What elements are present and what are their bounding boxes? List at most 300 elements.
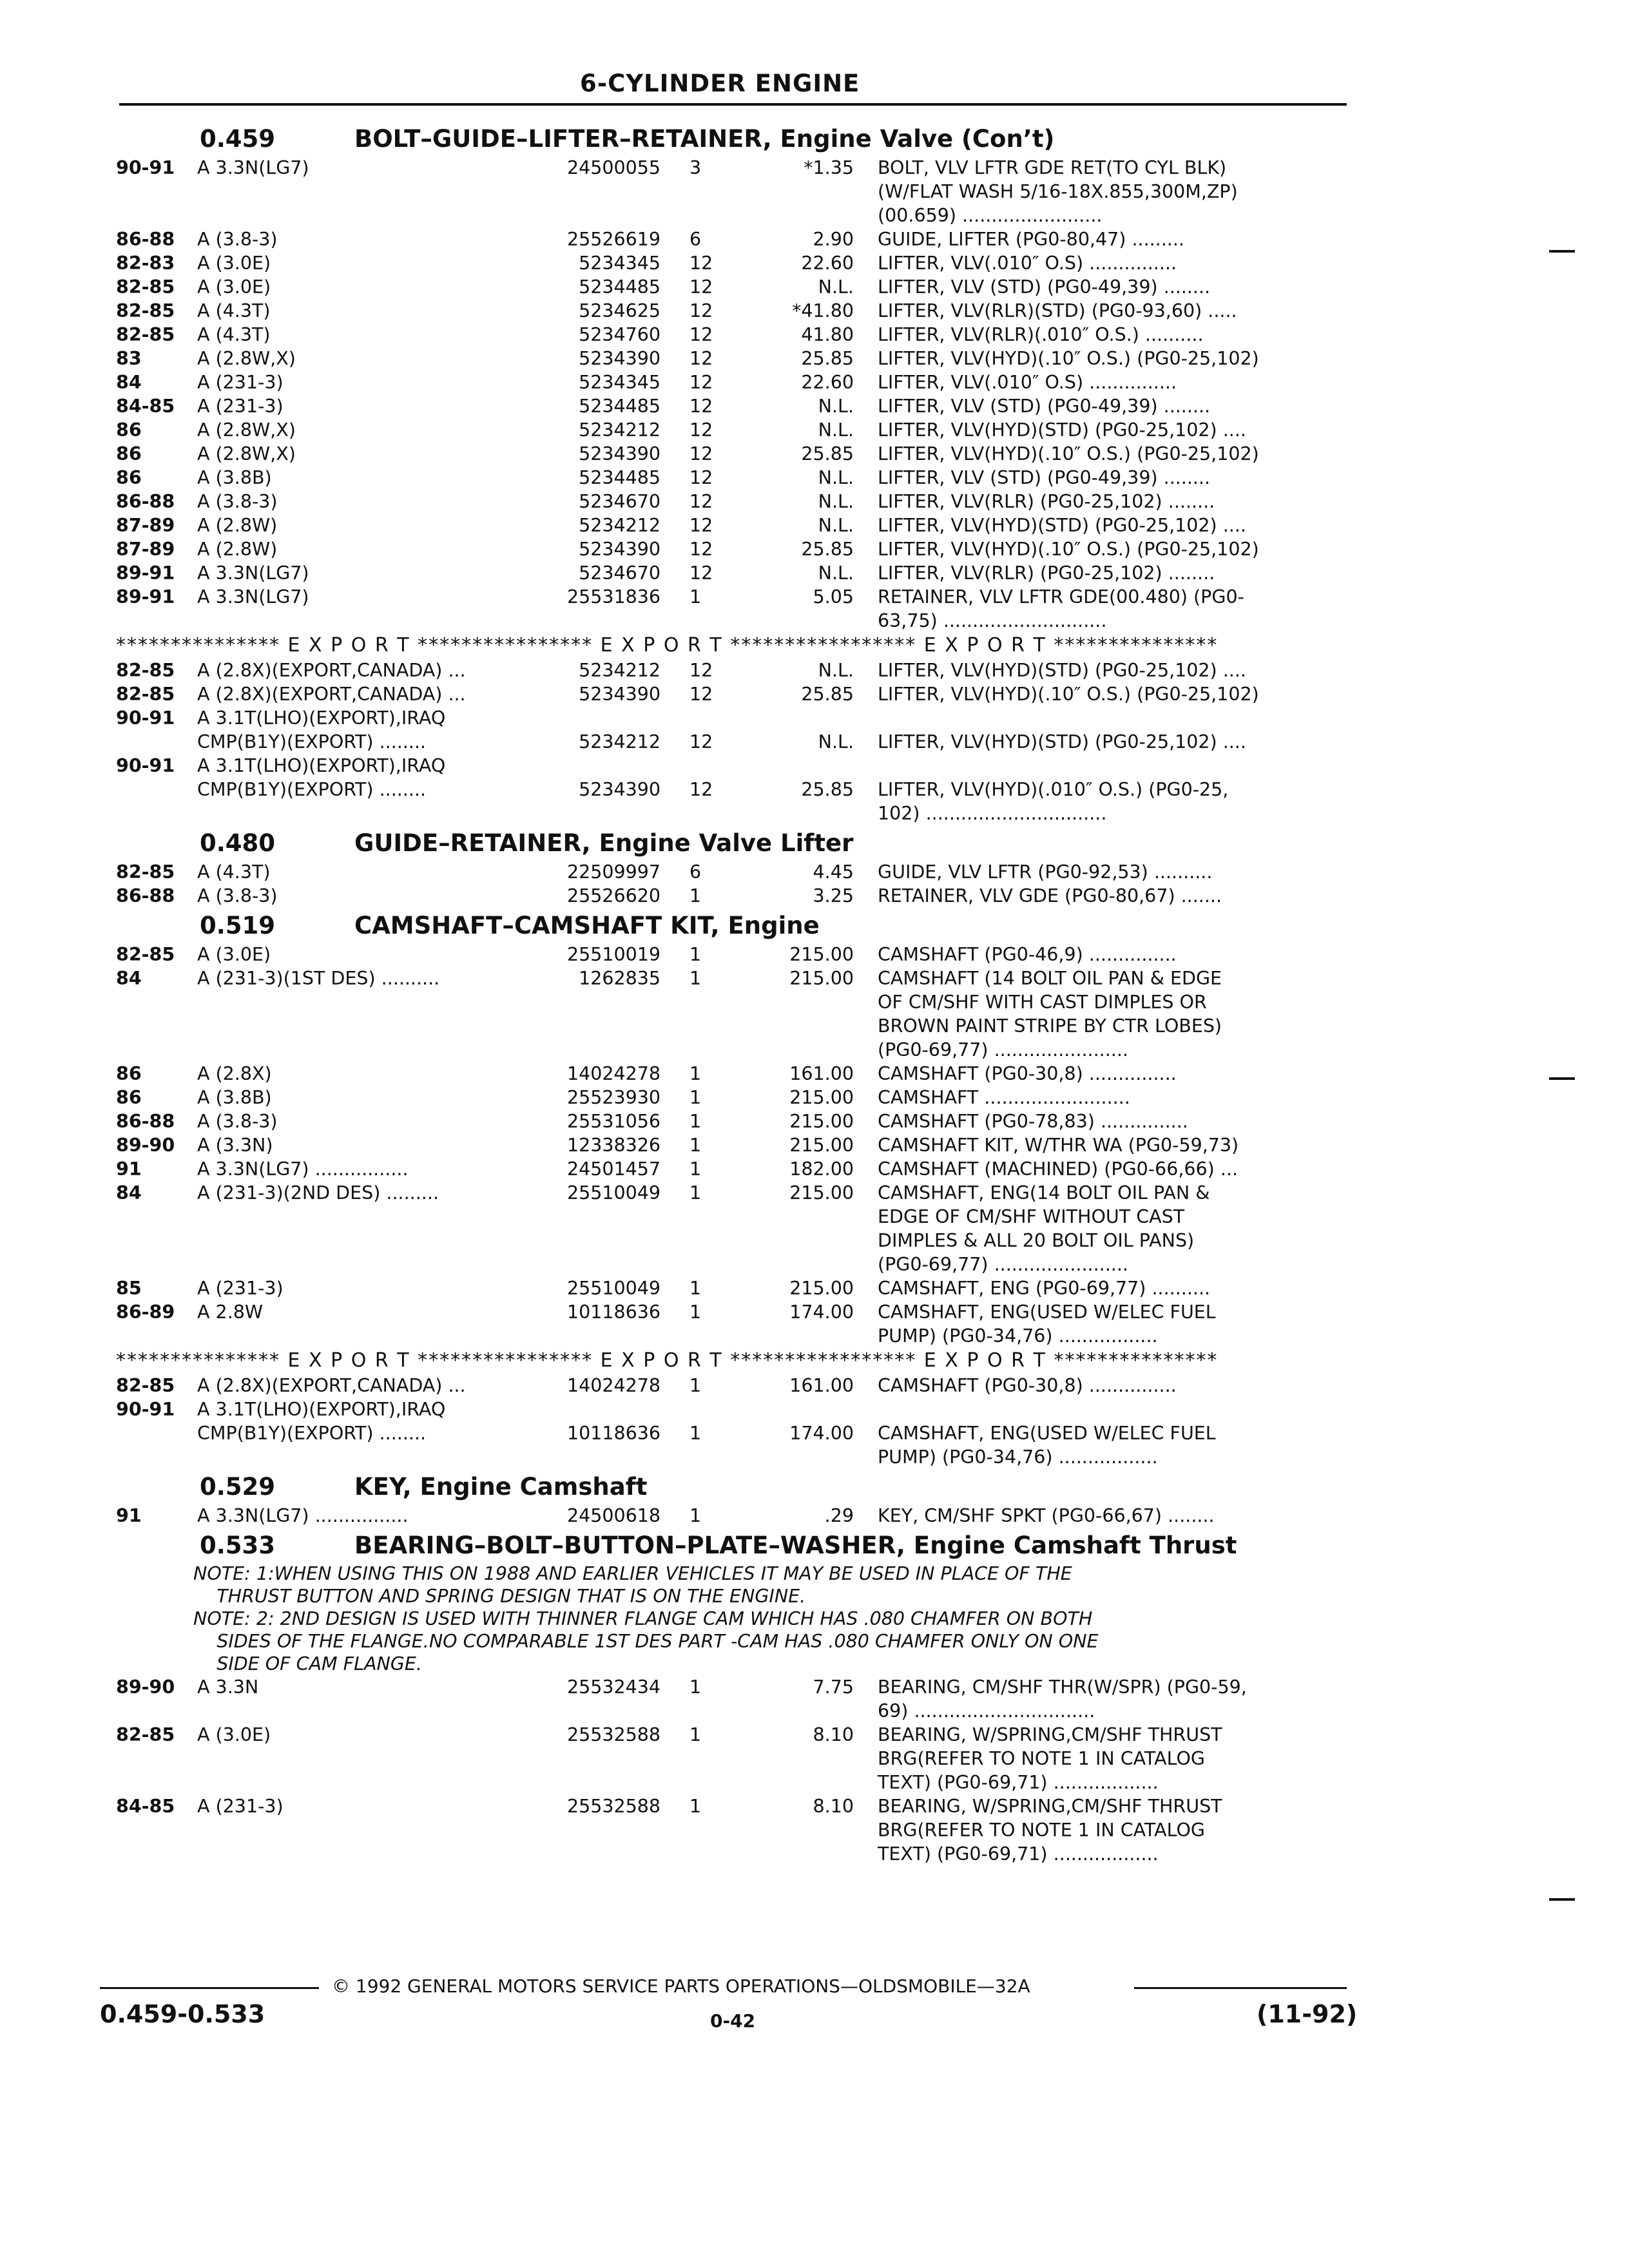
part-number: 24500055 [566,157,660,178]
part-number: 24500618 [566,1505,660,1526]
quantity: 1 [689,885,702,907]
model-years: 82-85 [116,276,175,298]
part-number: 5234390 [579,443,660,465]
description: LIFTER, VLV(RLR)(.010″ O.S.) .......... [878,324,1204,345]
description: LIFTER, VLV(HYD)(STD) (PG0-25,102) .... [878,419,1246,441]
quantity: 12 [689,684,713,705]
model-years: 91 [116,1158,142,1180]
export-divider: *************** E X P O R T **************** E X P O R T ***************** E X P O R T *************** [116,634,1219,657]
part-row [116,730,1360,754]
model-years: 87-89 [116,539,175,560]
price: 25.85 [801,539,854,560]
application: A (4.3T) [197,324,271,345]
part-row [116,299,1360,323]
application: A (3.8-3) [197,229,278,250]
application: A (231-3) [197,396,284,417]
price: .29 [824,1505,854,1526]
section-heading [116,1469,1360,1504]
description: LIFTER, VLV(HYD)(STD) (PG0-25,102) .... [878,731,1246,753]
model-years: 86-88 [116,491,175,512]
part-row [116,682,1360,706]
description: LIFTER, VLV(HYD)(.10″ O.S.) (PG0-25,102) [878,684,1259,705]
model-years: 84-85 [116,1796,175,1817]
description: LIFTER, VLV(HYD)(.010″ O.S.) (PG0-25, [878,779,1229,800]
model-years: 89-91 [116,562,175,584]
part-row [116,1276,1360,1300]
model-years: 84 [116,372,142,393]
model-years: 89-91 [116,586,175,608]
description: (PG0-69,77) ....................... [878,1254,1128,1275]
model-years: 86-88 [116,885,175,907]
description: LIFTER, VLV (STD) (PG0-49,39) ........ [878,396,1211,417]
footer-copyright: © 1992 GENERAL MOTORS SERVICE PARTS OPERATIONS—OLDSMOBILE—32A [332,1975,1030,1997]
part-row [116,1445,1360,1469]
description: BEARING, W/SPRING,CM/SHF THRUST [878,1724,1222,1745]
part-row [116,251,1360,275]
section-heading [116,1528,1360,1562]
application: A (3.0E) [197,1724,271,1745]
quantity: 1 [689,1302,702,1323]
description: (00.659) ........................ [878,205,1103,226]
application: A (3.8-3) [197,885,278,907]
part-number: 22509997 [566,861,660,883]
quantity: 12 [689,731,713,753]
part-row [116,1818,1360,1842]
description: CAMSHAFT ......................... [878,1087,1130,1108]
catalog-note: THRUST BUTTON AND SPRING DESIGN THAT IS ON THE ENGINE. [193,1586,806,1607]
application: A 3.3N(LG7) ................ [197,1158,409,1180]
footer-item-range: 0.459-0.533 [100,2000,265,2028]
part-row [116,204,1360,227]
application: A (2.8X)(EXPORT,CANADA) ... [197,684,466,705]
part-number: 25532588 [566,1724,660,1745]
quantity: 12 [689,253,713,274]
price: *1.35 [804,157,854,178]
model-years: 90-91 [116,707,175,729]
part-row [116,1253,1360,1276]
application: A (3.3N) [197,1135,273,1156]
section-number: 0.519 [200,912,276,939]
part-number: 5234625 [579,300,660,322]
description: LIFTER, VLV(HYD)(.10″ O.S.) (PG0-25,102) [878,348,1259,369]
quantity: 12 [689,562,713,584]
description: CAMSHAFT, ENG(USED W/ELEC FUEL [878,1423,1216,1444]
quantity: 1 [689,1677,702,1698]
part-number: 25526619 [566,229,660,250]
description: 102) ............................... [878,803,1107,824]
description: CAMSHAFT (14 BOLT OIL PAN & EDGE [878,968,1222,989]
part-number: 5234212 [579,515,660,536]
description: PUMP) (PG0-34,76) ................. [878,1446,1158,1468]
part-row [116,1794,1360,1818]
description: BRG(REFER TO NOTE 1 IN CATALOG [878,1748,1205,1769]
catalog-note: NOTE: 2: 2ND DESIGN IS USED WITH THINNER FLANGE CAM WHICH HAS .080 CHAMFER ON BOTH [193,1608,1093,1629]
price: 174.00 [789,1423,854,1444]
description: RETAINER, VLV LFTR GDE(00.480) (PG0- [878,586,1244,608]
price: 5.05 [813,586,854,608]
application: A 3.1T(LHO)(EXPORT),IRAQ [197,707,446,729]
description: CAMSHAFT (MACHINED) (PG0-66,66) ... [878,1158,1239,1180]
part-number: 5234345 [579,253,660,274]
model-years: 82-85 [116,300,175,322]
application: A (4.3T) [197,861,271,883]
quantity: 12 [689,491,713,512]
application: A 3.1T(LHO)(EXPORT),IRAQ [197,755,446,776]
quantity: 1 [689,1158,702,1180]
footer-date: (11-92) [1257,2000,1358,2028]
part-number: 5234485 [579,467,660,488]
model-years: 82-85 [116,944,175,965]
catalog-note: SIDES OF THE FLANGE.NO COMPARABLE 1ST DES PART -CAM HAS .080 CHAMFER ONLY ON ONE [193,1631,1099,1652]
description: CAMSHAFT (PG0-30,8) ............... [878,1375,1177,1396]
description: CAMSHAFT (PG0-78,83) ............... [878,1111,1188,1132]
price: N.L. [818,491,854,512]
section-heading [116,908,1360,943]
section-title: BOLT–GUIDE–LIFTER–RETAINER, Engine Valve (Con’t) [354,125,1055,153]
application: A (2.8W) [197,515,278,536]
section-heading [116,121,1360,156]
quantity: 1 [689,1111,702,1132]
part-number: 25531056 [566,1111,660,1132]
application: A (3.0E) [197,253,271,274]
part-number: 5234212 [579,731,660,753]
section-number: 0.480 [200,829,276,857]
part-row [116,658,1360,682]
part-number: 10118636 [566,1423,660,1444]
part-row [116,1181,1360,1205]
price: 2.90 [813,229,854,250]
quantity: 1 [689,1278,702,1299]
description: BEARING, W/SPRING,CM/SHF THRUST [878,1796,1222,1817]
description: LIFTER, VLV(HYD)(STD) (PG0-25,102) .... [878,660,1246,681]
export-divider: *************** E X P O R T **************** E X P O R T ***************** E X P O R T *************** [116,1349,1219,1372]
quantity: 1 [689,1505,702,1526]
part-number: 5234485 [579,396,660,417]
description: BROWN PAINT STRIPE BY CTR LOBES) [878,1015,1222,1037]
part-row [116,1110,1360,1133]
description: 63,75) ............................ [878,610,1107,631]
part-row [116,1229,1360,1253]
application: A 3.1T(LHO)(EXPORT),IRAQ [197,1399,446,1420]
description: LIFTER, VLV(.010″ O.S) ............... [878,253,1177,274]
part-row [116,1157,1360,1181]
part-row [116,514,1360,537]
model-years: 90-91 [116,1399,175,1420]
part-number: 5234212 [579,419,660,441]
application: A (3.0E) [197,276,271,298]
quantity: 1 [689,1087,702,1108]
part-row [116,466,1360,490]
quantity: 12 [689,660,713,681]
part-row [116,394,1360,418]
quantity: 12 [689,372,713,393]
description: LIFTER, VLV(HYD)(STD) (PG0-25,102) .... [878,515,1246,536]
part-row [116,990,1360,1014]
description: (W/FLAT WASH 5/16-18X.855,300M,ZP) [878,181,1238,202]
quantity: 12 [689,276,713,298]
part-number: 5234390 [579,779,660,800]
part-number: 5234390 [579,539,660,560]
application: A (3.8-3) [197,491,278,512]
part-row [116,585,1360,609]
model-years: 89-90 [116,1677,175,1698]
catalog-note: SIDE OF CAM FLANGE. [193,1653,422,1675]
part-row [116,1038,1360,1062]
application: CMP(B1Y)(EXPORT) ........ [197,779,427,800]
section-title: KEY, Engine Camshaft [354,1473,648,1501]
description: LIFTER, VLV(.010″ O.S) ............... [878,372,1177,393]
part-row [116,943,1360,966]
part-row [116,1723,1360,1747]
page-title: 6-CYLINDER ENGINE [580,70,860,97]
margin-mark [1549,1898,1575,1901]
part-number: 5234390 [579,684,660,705]
model-years: 86-88 [116,1111,175,1132]
part-row [116,1398,1360,1421]
model-years: 87-89 [116,515,175,536]
price: 22.60 [801,253,854,274]
part-number: 5234760 [579,324,660,345]
footer-rule-right [1134,1987,1347,1989]
part-row [116,1675,1360,1699]
application: CMP(B1Y)(EXPORT) ........ [197,1423,427,1444]
application: A (3.8B) [197,1087,272,1108]
application: A (2.8W,X) [197,419,296,441]
model-years: 85 [116,1278,142,1299]
part-row [116,778,1360,802]
part-number: 1262835 [579,968,660,989]
part-row [116,1771,1360,1794]
description: GUIDE, VLV LFTR (PG0-92,53) .......... [878,861,1213,883]
quantity: 1 [689,1182,702,1204]
price: N.L. [818,276,854,298]
description: TEXT) (PG0-69,71) .................. [878,1843,1159,1865]
price: 215.00 [789,1111,854,1132]
description: EDGE OF CM/SHF WITHOUT CAST [878,1206,1185,1227]
part-row [116,156,1360,180]
description: 69) ............................... [878,1700,1095,1722]
description: LIFTER, VLV (STD) (PG0-49,39) ........ [878,276,1211,298]
model-years: 82-85 [116,1724,175,1745]
model-years: 84 [116,1182,142,1204]
part-row [116,490,1360,514]
section-number: 0.529 [200,1473,276,1501]
price: *41.80 [792,300,854,322]
model-years: 82-85 [116,861,175,883]
part-row [116,347,1360,370]
price: N.L. [818,396,854,417]
quantity: 1 [689,1796,702,1817]
part-row [116,1747,1360,1771]
part-row [116,561,1360,585]
application: A (231-3)(1ST DES) .......... [197,968,440,989]
application: A (2.8W,X) [197,348,296,369]
description: CAMSHAFT KIT, W/THR WA (PG0-59,73) [878,1135,1239,1156]
application: A 3.3N(LG7) [197,562,309,584]
price: 25.85 [801,779,854,800]
part-number: 25510019 [566,944,660,965]
part-row [116,754,1360,778]
model-years: 89-90 [116,1135,175,1156]
application: A (2.8X)(EXPORT,CANADA) ... [197,1375,466,1396]
price: 174.00 [789,1302,854,1323]
part-row [116,323,1360,347]
part-row [116,370,1360,394]
quantity: 1 [689,1724,702,1745]
description: KEY, CM/SHF SPKT (PG0-66,67) ........ [878,1505,1215,1526]
section-title: CAMSHAFT–CAMSHAFT KIT, Engine [354,912,820,939]
part-row [116,1324,1360,1348]
model-years: 86-89 [116,1302,175,1323]
part-row [116,1421,1360,1445]
part-number: 24501457 [566,1158,660,1180]
application: A (3.0E) [197,944,271,965]
model-years: 84-85 [116,396,175,417]
part-number: 5234670 [579,491,660,512]
part-row [116,966,1360,990]
section-heading [116,825,1360,860]
section-number: 0.459 [200,125,276,153]
model-years: 86 [116,1087,142,1108]
quantity: 1 [689,1423,702,1444]
quantity: 12 [689,539,713,560]
price: 161.00 [789,1063,854,1084]
quantity: 12 [689,515,713,536]
part-row [116,860,1360,884]
quantity: 12 [689,324,713,345]
part-row [116,418,1360,442]
price: 25.85 [801,348,854,369]
model-years: 82-85 [116,324,175,345]
part-number: 25531836 [566,586,660,608]
quantity: 12 [689,779,713,800]
part-row [116,1133,1360,1157]
description: CAMSHAFT (PG0-46,9) ............... [878,944,1177,965]
model-years: 86 [116,419,142,441]
application: A 3.3N(LG7) [197,586,309,608]
part-row [116,1014,1360,1038]
header-rule [119,103,1347,106]
model-years: 90-91 [116,157,175,178]
quantity: 6 [689,861,702,883]
part-number: 5234345 [579,372,660,393]
model-years: 90-91 [116,755,175,776]
footer-rule-left [100,1987,319,1989]
application: A (2.8W) [197,539,278,560]
price: N.L. [818,515,854,536]
application: A (231-3) [197,1796,284,1817]
price: 22.60 [801,372,854,393]
part-row [116,1062,1360,1086]
section-number: 0.533 [200,1532,276,1559]
section-title: GUIDE–RETAINER, Engine Valve Lifter [354,829,854,857]
model-years: 86-88 [116,229,175,250]
price: N.L. [818,467,854,488]
part-row [116,275,1360,299]
part-number: 5234485 [579,276,660,298]
price: 4.45 [813,861,854,883]
model-years: 82-85 [116,1375,175,1396]
price: 7.75 [813,1677,854,1698]
application: A (2.8X) [197,1063,272,1084]
catalog-note: NOTE: 1:WHEN USING THIS ON 1988 AND EARLIER VEHICLES IT MAY BE USED IN PLACE OF THE [193,1563,1072,1584]
description: BEARING, CM/SHF THR(W/SPR) (PG0-59, [878,1677,1247,1698]
part-number: 25532588 [566,1796,660,1817]
part-row [116,227,1360,251]
quantity: 12 [689,300,713,322]
price: 3.25 [813,885,854,907]
application: A 3.3N(LG7) [197,157,309,178]
application: A (4.3T) [197,300,271,322]
price: 215.00 [789,944,854,965]
part-number: 25526620 [566,885,660,907]
price: 161.00 [789,1375,854,1396]
application: A (2.8X)(EXPORT,CANADA) ... [197,660,466,681]
price: 8.10 [813,1796,854,1817]
application: A (231-3) [197,1278,284,1299]
quantity: 12 [689,396,713,417]
part-row [116,706,1360,730]
description: PUMP) (PG0-34,76) ................. [878,1325,1158,1347]
part-number: 25532434 [566,1677,660,1698]
part-row [116,1842,1360,1866]
part-row [116,802,1360,825]
model-years: 82-85 [116,660,175,681]
description: LIFTER, VLV(HYD)(.10″ O.S.) (PG0-25,102) [878,443,1259,465]
description: BRG(REFER TO NOTE 1 IN CATALOG [878,1820,1205,1841]
part-number: 12338326 [566,1135,660,1156]
part-row [116,1300,1360,1324]
price: 215.00 [789,1087,854,1108]
part-row [116,884,1360,908]
description: LIFTER, VLV(HYD)(.10″ O.S.) (PG0-25,102) [878,539,1259,560]
description: CAMSHAFT, ENG (PG0-69,77) .......... [878,1278,1211,1299]
part-row [116,537,1360,561]
price: 182.00 [789,1158,854,1180]
price: 8.10 [813,1724,854,1745]
application: A 3.3N [197,1677,259,1698]
price: 215.00 [789,1182,854,1204]
application: A (2.8W,X) [197,443,296,465]
part-number: 5234390 [579,348,660,369]
quantity: 1 [689,1375,702,1396]
model-years: 83 [116,348,142,369]
part-row [116,1699,1360,1723]
model-years: 86 [116,467,142,488]
quantity: 12 [689,419,713,441]
price: 215.00 [789,1278,854,1299]
description: LIFTER, VLV (STD) (PG0-49,39) ........ [878,467,1211,488]
description: RETAINER, VLV GDE (PG0-80,67) ....... [878,885,1222,907]
model-years: 82-83 [116,253,175,274]
catalog-content [116,121,1360,1866]
part-number: 14024278 [566,1063,660,1084]
part-number: 10118636 [566,1302,660,1323]
application: A 2.8W [197,1302,264,1323]
price: N.L. [818,660,854,681]
quantity: 1 [689,944,702,965]
margin-mark [1549,250,1575,253]
part-row [116,1086,1360,1110]
quantity: 12 [689,348,713,369]
price: 25.85 [801,684,854,705]
part-row [116,442,1360,466]
application: A 3.3N(LG7) ................ [197,1505,409,1526]
description: (PG0-69,77) ....................... [878,1039,1128,1061]
model-years: 82-85 [116,684,175,705]
description: BOLT, VLV LFTR GDE RET(TO CYL BLK) [878,157,1227,178]
quantity: 12 [689,467,713,488]
